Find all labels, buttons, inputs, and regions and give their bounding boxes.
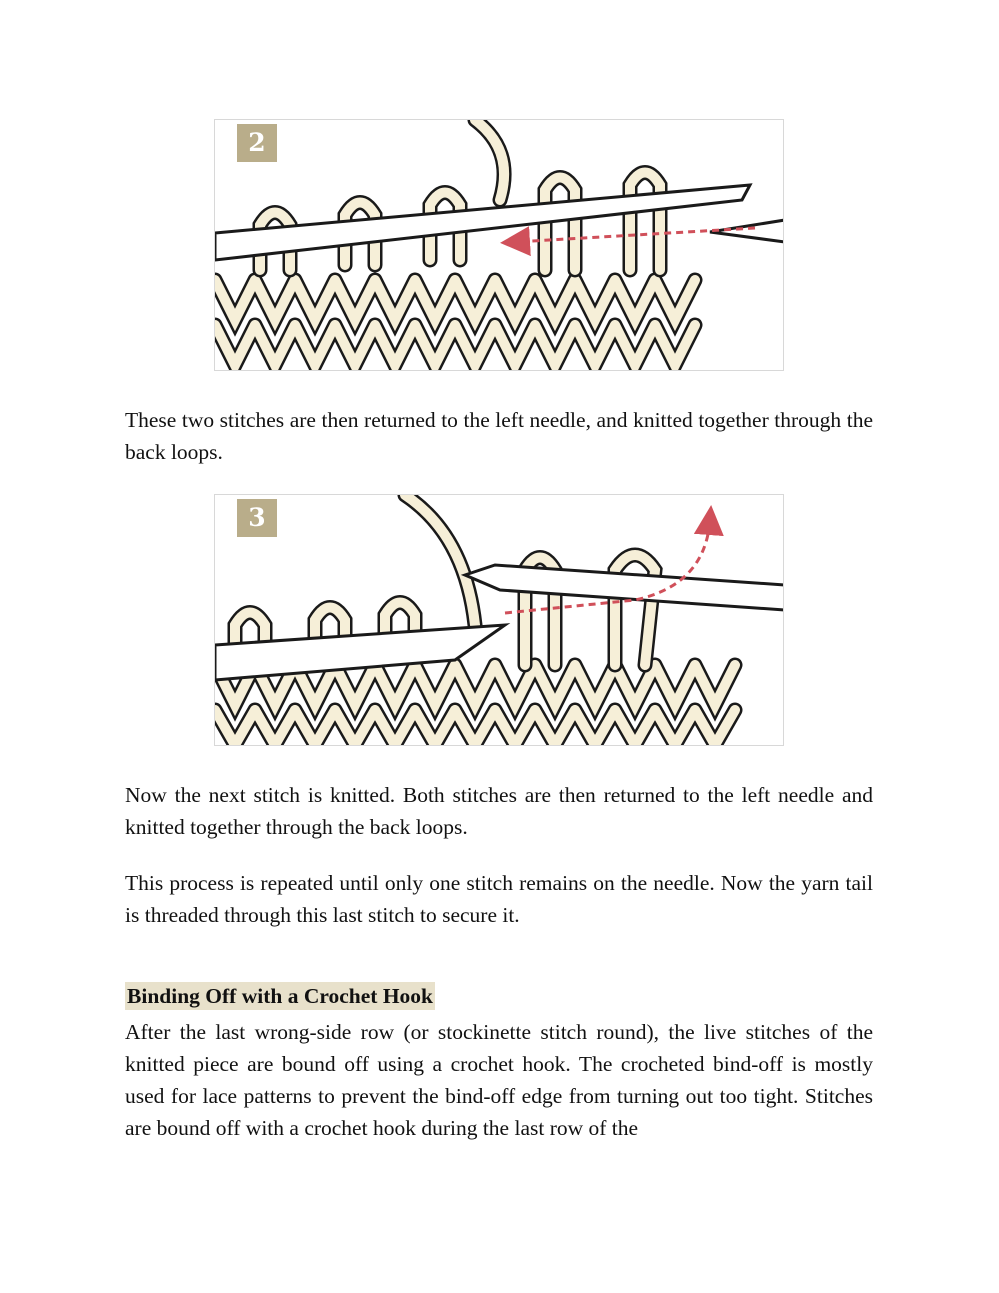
step-number-badge: 3 [237, 499, 277, 537]
knitting-illustration-step-3 [215, 495, 784, 746]
paragraph-repeat-process: This process is repeated until only one stitch remains on the needle. Now the yarn tail is threaded through this last stitch to secure it. [125, 871, 873, 927]
paragraph-next-stitch: Now the next stitch is knitted. Both stitches are then returned to the left needle and knitted together through the back loops. [125, 783, 873, 839]
section-heading: Binding Off with a Crochet Hook [127, 984, 434, 1008]
step-number-badge: 2 [237, 124, 277, 162]
knitting-illustration-step-2 [215, 120, 784, 371]
paragraph-return-stitches: These two stitches are then returned to the left needle, and knitted together through the back loops. [125, 408, 873, 464]
figure-step-2 [214, 119, 784, 371]
paragraph-crochet-bindoff: After the last wrong-side row (or stockinette stitch round), the live stitches of the knitted piece are bound off using a crochet hook. The crocheted bind-off is mostly used for lace patterns to prevent the bind-off edge from turning out too tight. Stitches are bound off with a crochet hook during the last row of the [125, 1020, 873, 1140]
figure-step-3 [214, 494, 784, 746]
